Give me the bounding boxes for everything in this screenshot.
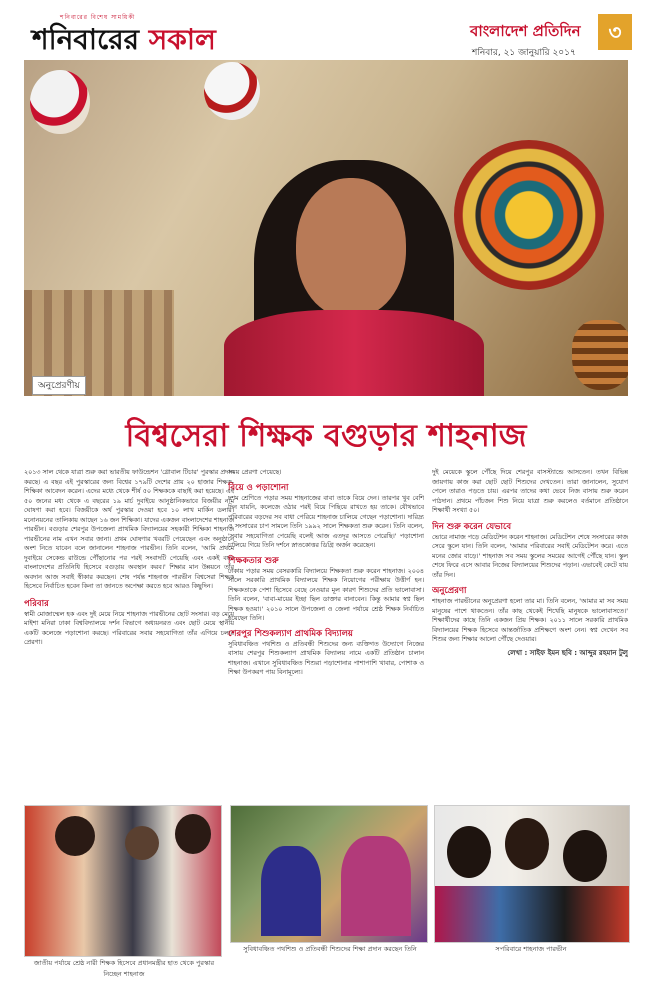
family-photo (434, 805, 630, 943)
column-1 (24, 468, 234, 818)
paragraph: ঢাকায় পড়ার সময় বেসরকারি বিদ্যালয়ে শিক্ষকতা শুরু করেন শাহনাজ। ২০০৪ সালে সরকারি প্রাথমিক বিদ্যালয়ে শিক্ষক নিয়োগের পরীক্ষায় উত্তীর্ণ হন। শিক্ষকতাকে পেশা হিসেবে বেছে নেওয়ার মূল কারণ শিশুদের প্রতি ভালোবাসা। তিনি বলেন, 'বাবা-মায়ের ইচ্ছা ছিল ডাক্তার বানাবেন। কিন্তু আমার স্বপ্ন ছিল শিক্ষক হওয়া।' ২০১০ সালে উপজেলা ও জেলা পর্যায়ে শ্রেষ্ঠ শিক্ষক নির্বাচিত হয়েছেন তিনি। (228, 567, 424, 622)
masthead-tagline: শনিবারের বিশেষ সাময়িকী (60, 14, 136, 21)
subheading: অনুপ্রেরণা (432, 586, 467, 596)
photo-figure (505, 818, 549, 870)
photo-caption: সপরিবারে শাহনাজ পারভীন (495, 945, 567, 953)
photo-clothing (435, 886, 629, 942)
byline: লেখা : সাইফ ইমন ছবি : আব্দুর রহমান টুলু (507, 648, 628, 657)
paragraph: শাহনাজ পারভীনের অনুপ্রেরণা হলো তার মা। তিনি বলেন, 'আমার মা সব সময় মানুষের পাশে থাকতেন। তাঁর কাছ থেকেই শিখেছি মানুষকে ভালোবাসতে।' শিক্ষার্থীদের কাছে তিনি একজন প্রিয় শিক্ষক। ২০১১ সালে সরকারি প্রাথমিক বিদ্যালয়ের শিক্ষক হিসেবে আন্তর্জাতিক প্রশিক্ষণে অংশ নেন। স্বপ্ন দেখেন সব শিশুর জন্য শিক্ষার আলো পৌঁছে দেওয়ার। (432, 598, 628, 643)
subheading: বিয়ে ও পড়াশোনা (228, 482, 289, 493)
award-photo (24, 805, 222, 957)
masthead-part1: শনিবারের (32, 23, 149, 56)
column-2 (228, 468, 424, 818)
masthead-part2: সকাল (148, 23, 216, 56)
decor-lamp (30, 70, 90, 134)
paragraph: সুবিধাবঞ্চিত পথশিশু ও প্রতিবন্ধী শিশুদের জন্য ব্যক্তিগত উদ্যোগে নিজের বাসায় শেরপুর শিশুকল্যাণ প্রাথমিক বিদ্যালয় নামে একটি প্রতিষ্ঠান চালান শাহনাজ। এখানে সুবিধাবঞ্চিত শিশুরা পড়াশোনার পাশাপাশি খাবার, পোশাক ও শিক্ষা উপকরণ পায় বিনামূল্যে। (228, 640, 424, 676)
photo-figure (261, 846, 321, 936)
teaching-photo (230, 805, 428, 943)
paragraph: দশম শ্রেণিতে পড়ার সময় শাহনাজের বাবা তাকে বিয়ে দেন। তারপর খুব বেশি দিন যায়নি, কলেজে ওঠার পরই বিয়ে পিছিয়ে রাখতে হয় তাকে। যৌথভাবে পরিবারের বড়দের সব বাধা পেরিয়ে শাহনাজ চালিয়ে গেছেন পড়াশোনা। দারিদ্র্য ও সংসারের চাপ সামলে তিনি ১৯৯২ সালে শিক্ষকতা শুরু করেন। তিনি বলেন, 'সবার সহযোগিতা পেয়েছি বলেই আজ এতদূর আসতে পেরেছি।' পড়াশোনা চালিয়ে গিয়ে তিনি দর্শনে স্নাতকোত্তর ডিগ্রি অর্জন করেছেন। (228, 494, 424, 549)
paragraph: ২০১৩ সাল থেকে যাত্রা শুরু করা ভারতীয় ফাউন্ডেশন 'গ্লোবাল টিচার' পুরস্কার প্রদান করছে। এ বছর এই পুরস্কারের জন্য বিশ্বের ১৭৯টি দেশের প্রায় ২০ হাজার শিক্ষক-শিক্ষিকা আবেদন করেন। এদের মধ্যে থেকে শীর্ষ ৫০ শিক্ষককে বাছাই করা হয়েছে। এই ৫০ জনের মধ্য থেকে এ বছরের ১৯ মার্চ দুবাইয়ে আনুষ্ঠানিকভাবে বিজয়ীর নাম ঘোষণা করা হবে। বিজয়ীকে অর্থ পুরস্কার দেওয়া হবে ১০ লাখ মার্কিন ডলার। মনোনয়নের তালিকায় আছেন ১৬ জন শিক্ষিকা। যাদের একজন বাংলাদেশের শাহনাজ পারভীন। বগুড়ার শেরপুর উপজেলা প্রাথমিক বিদ্যালয়ের সহকারী শিক্ষিকা শাহনাজ পারভীনের নাম এখন সবার জানা। প্রথম ঘোষণার খবরটি পেয়েছেন এবং অনুষ্ঠানে অংশ নিতে যাবেন বলে জানালেন শাহনাজ পারভীন। তিনি বলেন, 'আমি প্রথমে দুবাইয়ে সেকেন্ড রাউন্ডে পৌঁছানোর পর পরই সংবাদটি পেয়েছি এবং একই বছর বাংলাদেশের প্রতিনিধি হিসেবে বগুড়ায় অবস্থান করব।' শিক্ষার মান উন্নয়নে তাঁর অবদান আজ সবাই স্বীকার করছেন। শেষ পর্যন্ত শাহনাজ পারভীন বিশ্বসেরা শিক্ষক হিসেবে নির্বাচিত হবেন কিনা তা জানতে অপেক্ষা করতে হবে আরও কিছুদিন। (24, 469, 234, 590)
portrait-saree (224, 310, 484, 396)
subheading: শিক্ষকতার শুরু (228, 555, 279, 566)
hero-photo (24, 60, 628, 396)
section-tag: অনুপ্রেরণীয় (32, 376, 86, 395)
headline: বিশ্বসেরা শিক্ষক বগুড়ার শাহনাজ (125, 418, 527, 454)
column-3 (432, 468, 628, 836)
decor-lamp (204, 62, 260, 120)
paragraph: সময় প্রেরণা পেয়েছে। (228, 469, 282, 476)
decor-sun-painting (454, 140, 604, 290)
page-number: ৩ (598, 14, 632, 50)
paragraph: ভোরে নামাজ পড়ে মেডিটেশন করেন শাহনাজ। মেডিটেশন শেষে সংসারের কাজ সেরে স্কুলে যান। তিনি বলেন, 'আমার পরিবারের সবাই মেডিটেশন করে। এতে মনের জোর বাড়ে।' শাহনাজ সব সময় স্কুলের সময়ের আগেই পৌঁছে যান। স্কুল শেষে ফিরে এসে আবার নিজের বিদ্যালয়ের শিশুদের পড়ান। এভাবেই কেটে যায় তাঁর দিন। (432, 533, 628, 579)
subheading: পরিবার (24, 598, 49, 609)
photo-figure (563, 830, 607, 882)
masthead (32, 20, 216, 60)
photo-figure (175, 814, 211, 854)
photo-caption: সুবিধাবঞ্চিত পথশিশু ও প্রতিবন্ধী শিশুদের শিক্ষা প্রদান করছেন তিনি (243, 945, 417, 953)
photo-figure (341, 836, 411, 936)
publication-name: বাংলাদেশ প্রতিদিন (470, 22, 581, 40)
photo-figure (447, 826, 491, 878)
photo-figure (125, 826, 159, 860)
photo-figure (55, 816, 95, 856)
paragraph: স্বামী মোজাম্মেল হক এবং দুই মেয়ে নিয়ে শাহনাজ পারভীনের ছোট সংসার। বড় মেয়ে মাইশা মনিরা ঢাকা বিশ্ববিদ্যালয়ে দর্শন বিভাগে অধ্যয়নরত এবং ছোট মেয়ে স্থানীয় একটি কলেজে পড়াশোনা করছে। পরিবারের সবার সহযোগিতা তাঁর এগিয়ে চলার প্রেরণা। (24, 610, 234, 646)
portrait-face (296, 178, 406, 318)
subheading: শেরপুর শিশুকল্যাণ প্রাথমিক বিদ্যালয় (228, 628, 353, 639)
decor-pot (572, 320, 628, 390)
photo-caption: জাতীয় পর্যায়ে শ্রেষ্ঠ নারী শিক্ষক হিসেবে প্রধানমন্ত্রীর হাত থেকে পুরস্কার নিচ্ছেন শাহনাজ (33, 959, 215, 978)
dateline: শনিবার, ২১ জানুয়ারি ২০১৭ (472, 48, 576, 58)
subheading: দিন শুরু করেন যেভাবে (432, 521, 512, 532)
paragraph: দুই মেয়েকে স্কুলে পৌঁছে দিয়ে শেরপুর বাসস্ট্যান্ডে আসতেন। তখন বিভিন্ন জায়গায় কাজ করা ছোট ছোট শিশুদের দেখতেন। তারা জানালেন, সুযোগ পেলে তারাও পড়তে চায়। এরপর তাদের কথা ভেবে নিজ বাসায় শুরু করেন পাঠদান। প্রথমে পাঁচজন শিশু নিয়ে যাত্রা শুরু করলেও বর্তমানে প্রতিষ্ঠানে শিক্ষার্থী সংখ্যা ৫০। (432, 469, 628, 514)
